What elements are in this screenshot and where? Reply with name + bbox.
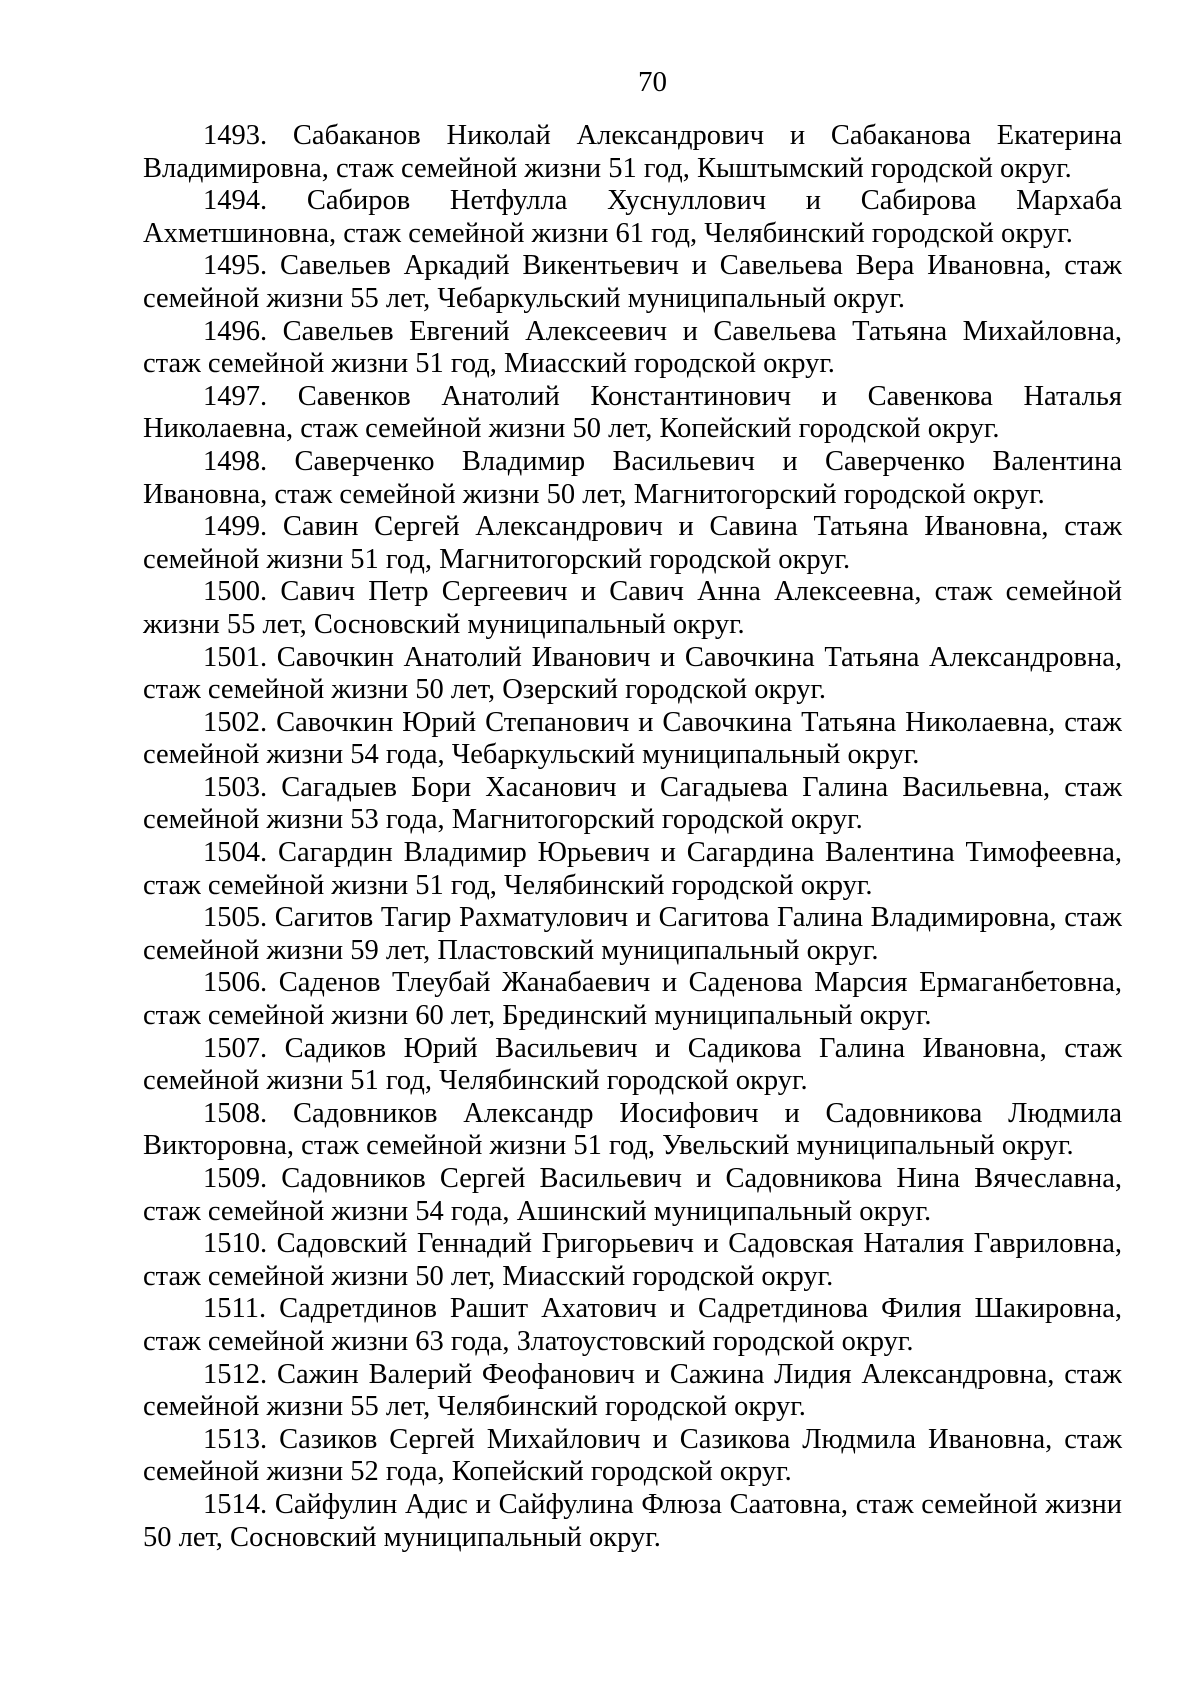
list-item: [143, 381, 1122, 446]
entry-number: 1514.: [203, 1488, 268, 1520]
entry-number: 1511.: [203, 1293, 267, 1325]
list-item: [143, 967, 1122, 1032]
entry-text: Савочкин Анатолий Иванович и Савочкина Татьяна Александровна, стаж семейной жизни 50 лет, Озерский городской округ.: [143, 641, 1123, 706]
entry-text: Сабиров Нетфулла Хуснуллович и Сабирова Мархаба Ахметшиновна, стаж семейной жизни 61 год, Челябинский городской округ.: [143, 185, 1122, 249]
entry-number: 1495.: [203, 250, 268, 282]
list-item: [143, 1293, 1122, 1358]
list-item: [143, 120, 1122, 185]
list-item: [143, 837, 1122, 902]
entry-text: Савельев Аркадий Викентьевич и Савельева Вера Ивановна, стаж семейной жизни 55 лет, Чебаркульский муниципальный округ.: [143, 250, 1122, 314]
list-item: [143, 1098, 1122, 1163]
list-item: [143, 1489, 1122, 1554]
entry-number: 1507.: [203, 1032, 268, 1064]
entry-number: 1512.: [203, 1358, 268, 1390]
entry-number: 1504.: [203, 837, 268, 869]
entry-text: Сажин Валерий Феофанович и Сажина Лидия Александровна, стаж семейной жизни 55 лет, Челябинский городской округ.: [143, 1358, 1123, 1423]
entry-number: 1498.: [203, 445, 268, 477]
list-item: [143, 185, 1122, 250]
list-item: [143, 642, 1122, 707]
entry-text: Садиков Юрий Васильевич и Садикова Галина Ивановна, стаж семейной жизни 51 год, Челябинский городской округ.: [143, 1032, 1123, 1097]
entry-number: 1494.: [203, 185, 268, 217]
list-item: [143, 576, 1122, 641]
entry-number: 1503.: [203, 771, 268, 803]
entry-number: 1499.: [203, 511, 268, 543]
list-item: [143, 902, 1122, 967]
entry-number: 1510.: [203, 1228, 268, 1260]
list-item: [143, 1033, 1122, 1098]
entry-text: Сайфулин Адис и Сайфулина Флюза Саатовна, стаж семейной жизни 50 лет, Сосновский муниципальный округ.: [143, 1488, 1122, 1553]
entry-number: 1505.: [203, 902, 268, 934]
entry-list: [143, 120, 1122, 1554]
list-item: [143, 316, 1122, 381]
entry-text: Савич Петр Сергеевич и Савич Анна Алексеевна, стаж семейной жизни 55 лет, Сосновский муниципальный округ.: [143, 576, 1122, 640]
entry-text: Садовников Сергей Васильевич и Садовникова Нина Вячеславна, стаж семейной жизни 54 года, Ашинский муниципальный округ.: [143, 1163, 1123, 1227]
entry-number: 1501.: [203, 641, 268, 673]
list-item: [143, 707, 1122, 772]
entry-number: 1497.: [203, 380, 268, 412]
entry-number: 1502.: [203, 706, 268, 738]
entry-text: Сагитов Тагир Рахматулович и Сагитова Галина Владимировна, стаж семейной жизни 59 лет, Пластовский муниципальный округ.: [143, 902, 1122, 966]
list-item: [143, 1228, 1122, 1293]
entry-text: Садовский Геннадий Григорьевич и Садовская Наталия Гавриловна, стаж семейной жизни 50 лет, Миасский городской округ.: [143, 1228, 1122, 1292]
entry-text: Сабаканов Николай Александрович и Сабаканова Екатерина Владимировна, стаж семейной жизни 51 год, Кыштымский городской округ.: [143, 120, 1122, 184]
entry-text: Савенков Анатолий Константинович и Савенкова Наталья Николаевна, стаж семейной жизни 50 лет, Копейский городской округ.: [143, 380, 1123, 445]
entry-text: Сагардин Владимир Юрьевич и Сагардина Валентина Тимофеевна, стаж семейной жизни 51 год, Челябинский городской округ.: [143, 837, 1122, 901]
list-item: [143, 250, 1122, 315]
entry-number: 1508.: [203, 1097, 268, 1129]
entry-text: Савочкин Юрий Степанович и Савочкина Татьяна Николаевна, стаж семейной жизни 54 года, Чебаркульский муниципальный округ.: [143, 706, 1123, 771]
entry-number: 1493.: [203, 120, 268, 151]
page-number: 70: [638, 66, 667, 98]
entry-text: Саверченко Владимир Васильевич и Саверченко Валентина Ивановна, стаж семейной жизни 50 лет, Магнитогорский городской округ.: [143, 445, 1122, 510]
entry-number: 1496.: [203, 315, 268, 347]
entry-text: Савельев Евгений Алексеевич и Савельева Татьяна Михайловна, стаж семейной жизни 51 год, Миасский городской округ.: [143, 315, 1122, 380]
list-item: [143, 1163, 1122, 1228]
entry-text: Сазиков Сергей Михайлович и Сазикова Людмила Ивановна, стаж семейной жизни 52 года, Копейский городской округ.: [143, 1423, 1123, 1488]
entry-text: Савин Сергей Александрович и Савина Татьяна Ивановна, стаж семейной жизни 51 год, Магнитогорский городской округ.: [143, 511, 1123, 575]
list-item: [143, 511, 1122, 576]
entry-number: 1509.: [203, 1163, 268, 1194]
entry-number: 1500.: [203, 576, 268, 608]
entry-text: Сагадыев Бори Хасанович и Сагадыева Галина Васильевна, стаж семейной жизни 53 года, Магнитогорский городской округ.: [143, 771, 1123, 836]
list-item: [143, 772, 1122, 837]
list-item: [143, 1359, 1122, 1424]
entry-number: 1513.: [203, 1423, 268, 1455]
entry-text: Саденов Тлеубай Жанабаевич и Саденова Марсия Ермаганбетовна, стаж семейной жизни 60 лет, Брединский муниципальный округ.: [143, 967, 1123, 1032]
entry-text: Садретдинов Рашит Ахатович и Садретдинова Филия Шакировна, стаж семейной жизни 63 года, Златоустовский городской округ.: [143, 1293, 1123, 1357]
entry-text: Садовников Александр Иосифович и Садовникова Людмила Викторовна, стаж семейной жизни 51 год, Увельский муниципальный округ.: [143, 1097, 1122, 1162]
list-item: [143, 1424, 1122, 1489]
list-item: [143, 446, 1122, 511]
entry-number: 1506.: [203, 967, 268, 999]
